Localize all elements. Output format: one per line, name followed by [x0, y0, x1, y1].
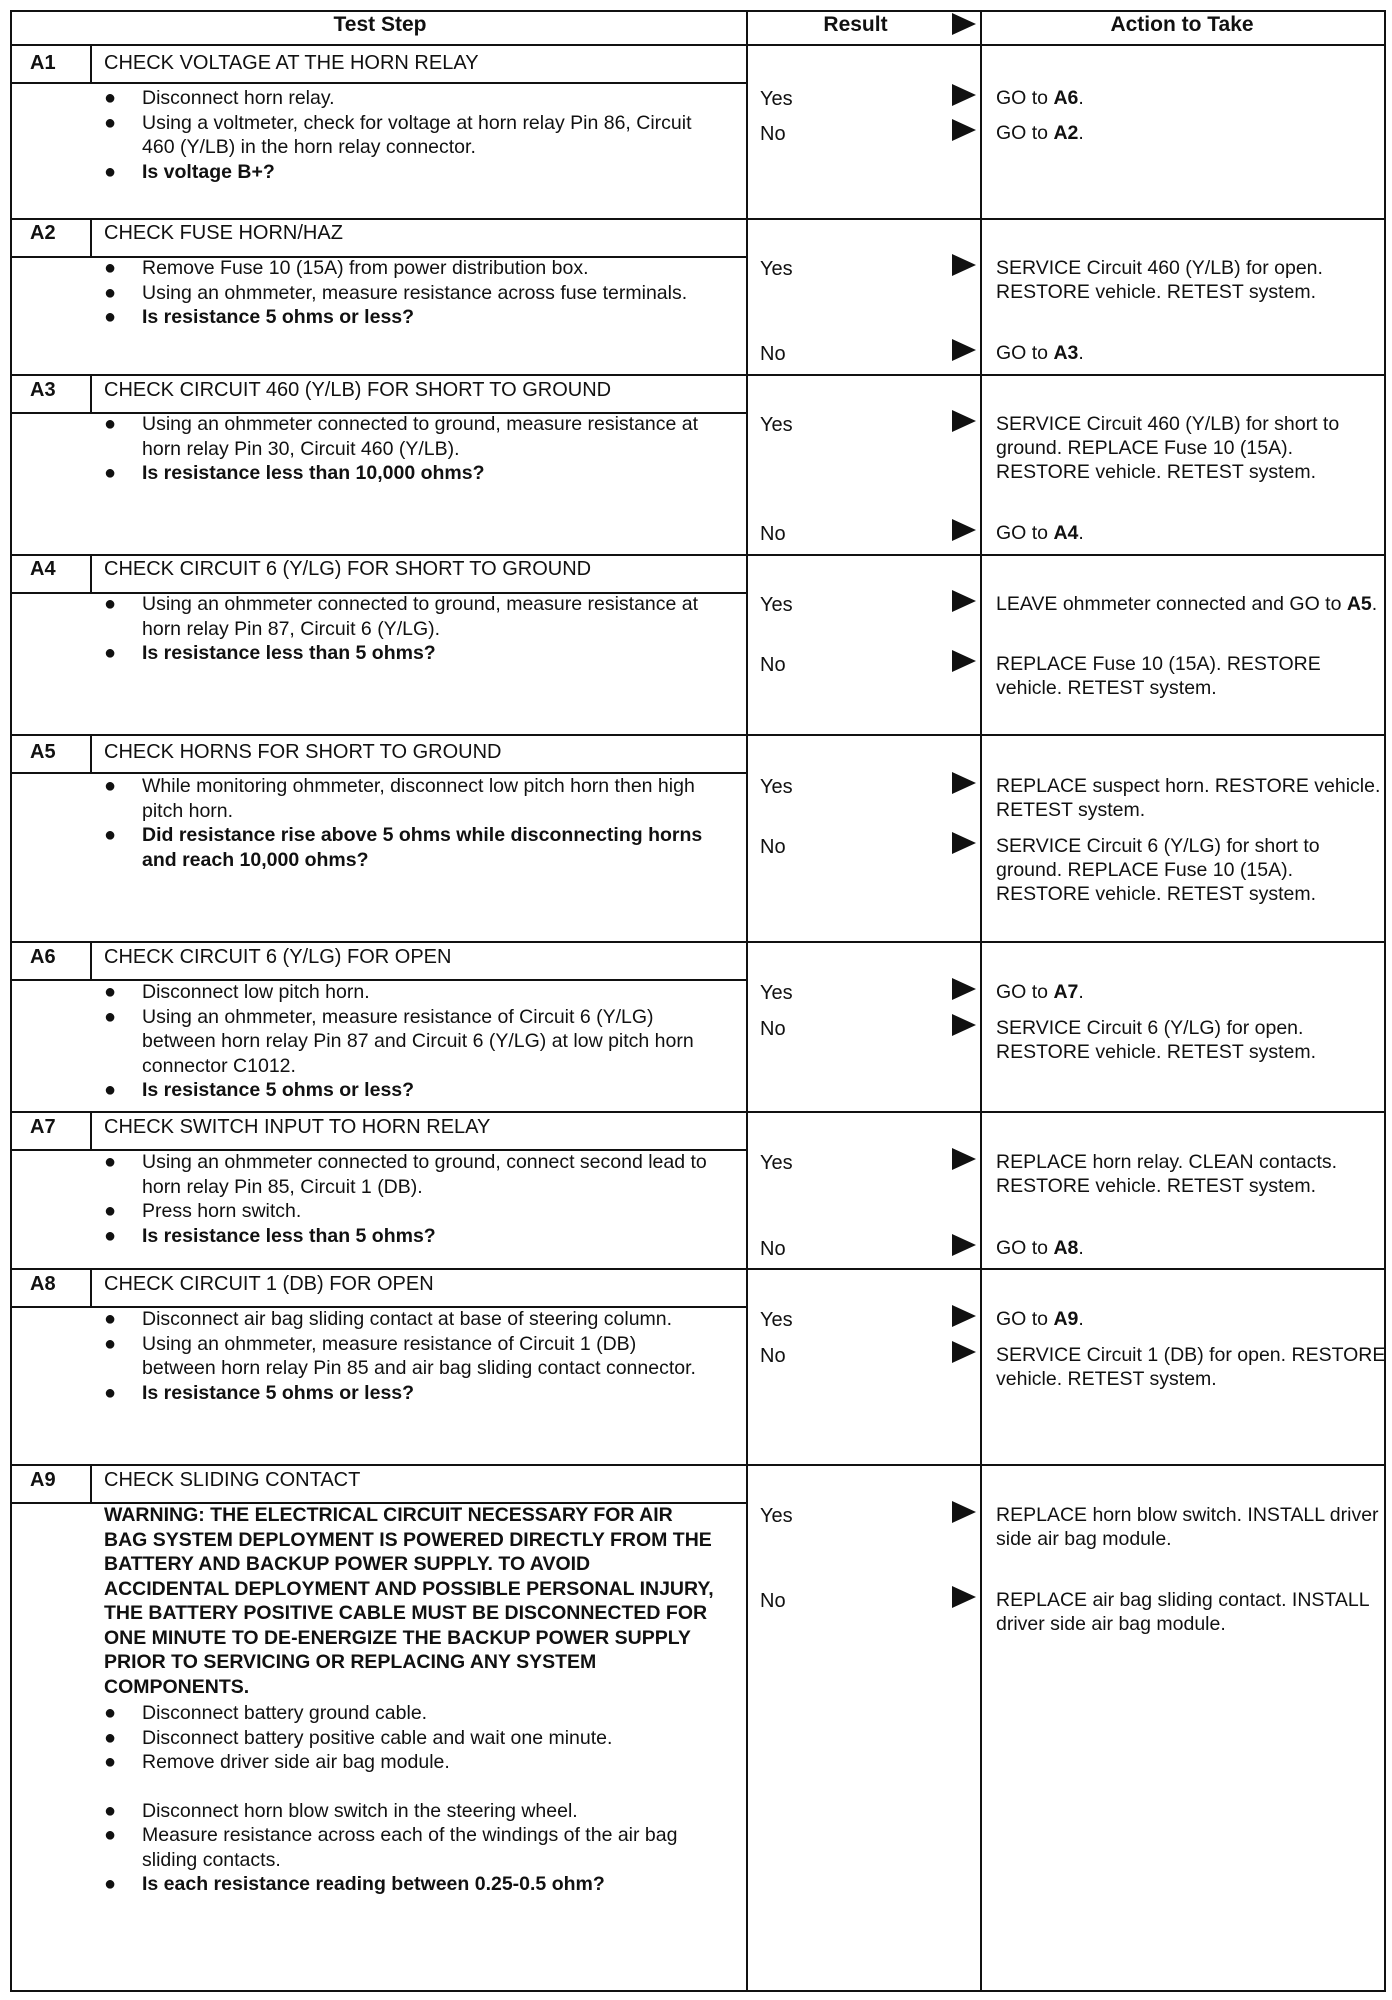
result-yes: Yes: [760, 88, 793, 110]
instruction-item: [104, 1750, 714, 1775]
bullet-icon: ●: [104, 160, 117, 183]
action-text-main: REPLACE air bag sliding contact. INSTALL driver side air bag module.: [996, 1589, 1369, 1635]
id-divider: [90, 44, 92, 82]
action-text-end: .: [1078, 522, 1084, 544]
step-title: CHECK SWITCH INPUT TO HORN RELAY: [104, 1116, 491, 1138]
step-id: A1: [30, 52, 56, 74]
step-title: CHECK CIRCUIT 460 (Y/LB) FOR SHORT TO GROUND: [104, 379, 612, 401]
bullet-icon: ●: [104, 1005, 117, 1028]
action-text: [996, 121, 1386, 145]
bullet-list: [104, 592, 714, 666]
header-arrow-icon: [952, 13, 976, 35]
bullet-text: While monitoring ohmmeter, disconnect low pitch horn then high pitch horn.: [142, 775, 695, 822]
step-id: A2: [30, 222, 56, 244]
bullet-text: Using an ohmmeter connected to ground, measure resistance at horn relay Pin 30, Circuit 460 (Y/LB).: [142, 413, 699, 460]
bullet-text: Is voltage B+?: [142, 160, 275, 183]
action-text: [996, 1343, 1386, 1391]
bullet-text: Press horn switch.: [142, 1200, 302, 1222]
result-yes: Yes: [760, 594, 793, 616]
action-text: [996, 774, 1386, 822]
header-test-step: Test Step: [333, 13, 427, 36]
bullet-text: Using an ohmmeter, measure resistance across fuse terminals.: [142, 281, 688, 304]
bullet-icon: ●: [104, 775, 117, 797]
action-text: [996, 256, 1386, 304]
bullet-icon: ●: [104, 1224, 117, 1247]
action-text-main: SERVICE Circuit 6 (Y/LG) for open. RESTORE vehicle. RETEST system.: [996, 1017, 1317, 1063]
action-text-end: .: [1078, 1308, 1084, 1330]
bullet-icon: ●: [104, 1751, 117, 1773]
bullet-text: Disconnect battery ground cable.: [142, 1702, 428, 1724]
bullet-list: [104, 412, 714, 486]
title-underline: [10, 82, 746, 84]
question-item: [104, 641, 714, 666]
result-yes: Yes: [760, 258, 793, 280]
result-arrow-icon: [952, 650, 976, 672]
action-text: [996, 652, 1386, 700]
action-text-end: .: [1078, 342, 1084, 364]
bullet-icon: ●: [104, 281, 117, 304]
action-text: [996, 521, 1386, 545]
step-body: [104, 1150, 714, 1248]
action-text: [996, 834, 1386, 906]
bullet-text: Using an ohmmeter, measure resistance of Circuit 6 (Y/LG) between horn relay Pin 87 and Circuit 6 (Y/LG) at low pitch horn connector C1012.: [142, 1005, 694, 1077]
result-no: No: [760, 523, 786, 545]
action-text-main: SERVICE Circuit 460 (Y/LB) for short to ground. REPLACE Fuse 10 (15A). RESTORE vehicle. RETEST system.: [996, 413, 1340, 483]
result-arrow-icon: [952, 1234, 976, 1256]
instruction-item: [104, 592, 714, 641]
action-text-main: REPLACE horn blow switch. INSTALL driver side air bag module.: [996, 1504, 1379, 1550]
bullet-list: [104, 1701, 714, 1897]
action-text-main: REPLACE suspect horn. RESTORE vehicle. RETEST system.: [996, 775, 1381, 821]
result-arrow-icon: [952, 978, 976, 1000]
action-text-main: GO to: [996, 342, 1054, 364]
action-text: [996, 1236, 1386, 1260]
result-arrow-icon: [952, 772, 976, 794]
bullet-text: Remove Fuse 10 (15A) from power distribution box.: [142, 257, 589, 279]
result-arrow-icon: [952, 832, 976, 854]
step-id: A9: [30, 1469, 56, 1491]
instruction-item: [104, 1332, 714, 1381]
bullet-text: Disconnect low pitch horn.: [142, 981, 370, 1003]
bullet-text: Is resistance less than 5 ohms?: [142, 1224, 436, 1247]
action-text: [996, 592, 1386, 616]
result-arrow-icon: [952, 1148, 976, 1170]
result-no: No: [760, 1345, 786, 1367]
frame-top: [10, 10, 1384, 12]
id-divider: [90, 734, 92, 772]
bullet-icon: ●: [104, 981, 117, 1003]
result-yes: Yes: [760, 982, 793, 1004]
question-item: [104, 305, 714, 330]
question-item: [104, 160, 714, 185]
bullet-icon: ●: [104, 1702, 117, 1724]
action-text: [996, 1150, 1386, 1198]
warning-text: WARNING: THE ELECTRICAL CIRCUIT NECESSARY FOR AIR BAG SYSTEM DEPLOYMENT IS POWERED DIRECTLY FROM THE BATTERY AND BACKUP POWER SUPPLY. TO AVOID ACCIDENTAL DEPLOYMENT AND POSSIBLE PERSONAL INJURY, THE BATTERY POSITIVE CABLE MUST BE DISCONNECTED FOR ONE MINUTE TO DE-ENERGIZE THE BACKUP POWER SUPPLY PRIOR TO SERVICING OR REPLACING ANY SYSTEM COMPONENTS.: [104, 1504, 714, 1698]
bullet-icon: ●: [104, 111, 117, 134]
result-arrow-icon: [952, 119, 976, 141]
instruction-item: [104, 412, 714, 461]
action-text-main: GO to: [996, 522, 1054, 544]
action-text-main: SERVICE Circuit 6 (Y/LG) for short to ground. REPLACE Fuse 10 (15A). RESTORE vehicle. RETEST system.: [996, 835, 1320, 905]
bullet-text: Is resistance 5 ohms or less?: [142, 1381, 415, 1404]
action-step-ref: A7: [1053, 981, 1079, 1003]
bullet-icon: ●: [104, 306, 117, 328]
instruction-item: [104, 111, 714, 160]
action-text-main: GO to: [996, 981, 1054, 1003]
step-body: [104, 412, 714, 486]
bullet-icon: ●: [104, 462, 117, 484]
bullet-icon: ●: [104, 824, 117, 846]
result-no: No: [760, 1018, 786, 1040]
row-divider: [10, 1464, 1384, 1466]
question-item: [104, 823, 714, 872]
bullet-icon: ●: [104, 87, 117, 109]
action-step-ref: A9: [1053, 1308, 1079, 1330]
step-id: A7: [30, 1116, 56, 1138]
row-divider: [10, 554, 1384, 556]
action-text-main: SERVICE Circuit 460 (Y/LB) for open. RESTORE vehicle. RETEST system.: [996, 257, 1323, 303]
step-id: A8: [30, 1273, 56, 1295]
bullet-list: [104, 1307, 714, 1405]
bullet-text: Disconnect horn relay.: [142, 87, 335, 109]
instruction-item: [104, 1799, 714, 1824]
row-divider: [10, 941, 1384, 943]
id-divider: [90, 218, 92, 256]
row-divider: [10, 1990, 1384, 1992]
instruction-item: [104, 774, 714, 823]
action-text-end: .: [1078, 122, 1084, 144]
step-title: CHECK FUSE HORN/HAZ: [104, 222, 343, 244]
action-text-main: REPLACE horn relay. CLEAN contacts. RESTORE vehicle. RETEST system.: [996, 1151, 1338, 1197]
result-yes: Yes: [760, 1309, 793, 1331]
instruction-item: [104, 1005, 714, 1079]
bullet-text: Using a voltmeter, check for voltage at horn relay Pin 86, Circuit 460 (Y/LB) in the horn relay connector.: [142, 111, 692, 158]
step-result-divider: [746, 10, 748, 1990]
bullet-list: [104, 256, 714, 330]
instruction-item: [104, 281, 714, 306]
step-title: CHECK SLIDING CONTACT: [104, 1469, 361, 1491]
bullet-icon: ●: [104, 1079, 117, 1101]
step-body: [104, 592, 714, 666]
result-arrow-icon: [952, 1501, 976, 1523]
bullet-list: [104, 980, 714, 1103]
bullet-text: Is resistance 5 ohms or less?: [142, 306, 415, 328]
instruction-item: [104, 1199, 714, 1224]
bullet-icon: ●: [104, 1308, 117, 1330]
row-divider: [10, 1111, 1384, 1113]
id-divider: [90, 374, 92, 412]
step-body: [104, 256, 714, 330]
result-yes: Yes: [760, 1152, 793, 1174]
action-text: [996, 980, 1386, 1004]
header-bottom-line: [10, 44, 1384, 46]
action-text-main: LEAVE ohmmeter connected and GO to: [996, 593, 1347, 615]
step-body: [104, 980, 714, 1103]
step-id: A5: [30, 741, 56, 763]
bullet-icon: ●: [104, 1151, 117, 1173]
result-arrow-icon: [952, 1586, 976, 1608]
action-text: [996, 86, 1386, 110]
step-id: A6: [30, 946, 56, 968]
result-action-divider: [980, 10, 982, 1990]
step-id: A4: [30, 558, 56, 580]
id-divider: [90, 1111, 92, 1149]
action-step-ref: A3: [1053, 342, 1079, 364]
bullet-text: Disconnect horn blow switch in the steering wheel.: [142, 1799, 578, 1822]
bullet-icon: ●: [104, 257, 117, 279]
step-body: [104, 1307, 714, 1405]
action-text-main: GO to: [996, 1237, 1054, 1259]
bullet-icon: ●: [104, 1332, 117, 1355]
bullet-text: Remove driver side air bag module.: [142, 1751, 450, 1773]
instruction-item: [104, 1307, 714, 1332]
instruction-item: [104, 1150, 714, 1199]
bullet-text: Is resistance less than 10,000 ohms?: [142, 462, 485, 484]
bullet-icon: ●: [104, 1726, 117, 1749]
step-title: CHECK CIRCUIT 6 (Y/LG) FOR OPEN: [104, 946, 452, 968]
row-divider: [10, 1268, 1384, 1270]
action-step-ref: A5: [1346, 593, 1372, 615]
bullet-icon: ●: [104, 593, 117, 615]
step-body: [104, 1503, 714, 1897]
step-title: CHECK VOLTAGE AT THE HORN RELAY: [104, 52, 479, 74]
question-item: [104, 1381, 714, 1406]
action-step-ref: A4: [1053, 522, 1079, 544]
question-item: [104, 1872, 714, 1897]
action-text: [996, 1307, 1386, 1331]
result-no: No: [760, 343, 786, 365]
instruction-item: [104, 1726, 714, 1751]
action-text: [996, 1016, 1386, 1064]
bullet-icon: ●: [104, 1873, 117, 1895]
result-arrow-icon: [952, 590, 976, 612]
question-item: [104, 1224, 714, 1249]
result-arrow-icon: [952, 410, 976, 432]
bullet-text: Disconnect battery positive cable and wait one minute.: [142, 1726, 613, 1749]
step-title: CHECK CIRCUIT 6 (Y/LG) FOR SHORT TO GROUND: [104, 558, 592, 580]
result-arrow-icon: [952, 1014, 976, 1036]
bullet-text: Is each resistance reading between 0.25-0.5 ohm?: [142, 1873, 605, 1895]
action-text-end: .: [1371, 593, 1378, 615]
step-body: [104, 86, 714, 184]
action-text: [996, 1503, 1386, 1551]
step-id: A3: [30, 379, 56, 401]
bullet-list: [104, 774, 714, 872]
result-yes: Yes: [760, 414, 793, 436]
bullet-text: Is resistance less than 5 ohms?: [142, 642, 436, 664]
result-arrow-icon: [952, 1305, 976, 1327]
bullet-text: Using an ohmmeter, measure resistance of Circuit 1 (DB) between horn relay Pin 85 and air bag sliding contact connector.: [142, 1332, 696, 1379]
row-divider: [10, 218, 1384, 220]
bullet-text: Did resistance rise above 5 ohms while disconnecting horns and reach 10,000 ohms?: [142, 824, 703, 871]
step-body: [104, 774, 714, 872]
bullet-icon: ●: [104, 1381, 117, 1404]
result-arrow-icon: [952, 84, 976, 106]
bullet-icon: ●: [104, 413, 117, 435]
result-yes: Yes: [760, 1505, 793, 1527]
question-item: [104, 461, 714, 486]
bullet-icon: ●: [104, 1200, 117, 1222]
action-step-ref: A2: [1053, 122, 1079, 144]
result-arrow-icon: [952, 254, 976, 276]
action-step-ref: A8: [1053, 1237, 1079, 1259]
id-divider: [90, 941, 92, 979]
action-text-main: GO to: [996, 1308, 1054, 1330]
result-arrow-icon: [952, 1341, 976, 1363]
instruction-item: [104, 980, 714, 1005]
instruction-item: [104, 1701, 714, 1726]
action-text: [996, 412, 1386, 484]
header-action: Action to Take: [1110, 13, 1254, 36]
bullet-text: Using an ohmmeter connected to ground, connect second lead to horn relay Pin 85, Circuit 1 (DB).: [142, 1151, 707, 1198]
bullet-icon: ●: [104, 642, 117, 664]
id-divider: [90, 1268, 92, 1306]
result-no: No: [760, 654, 786, 676]
id-divider: [90, 554, 92, 592]
bullet-text: Measure resistance across each of the windings of the air bag sliding contacts.: [142, 1824, 678, 1871]
bullet-list: [104, 1150, 714, 1248]
result-arrow-icon: [952, 339, 976, 361]
action-text: [996, 1588, 1386, 1636]
instruction-item: [104, 1823, 714, 1872]
bullet-icon: ●: [104, 1824, 117, 1846]
header-result: Result: [823, 13, 888, 36]
bullet-text: Disconnect air bag sliding contact at base of steering column.: [142, 1308, 673, 1330]
id-divider: [90, 1464, 92, 1502]
result-no: No: [760, 123, 786, 145]
result-yes: Yes: [760, 776, 793, 798]
action-text-end: .: [1078, 87, 1084, 109]
action-text: [996, 341, 1386, 365]
action-text-end: .: [1078, 1237, 1084, 1259]
row-divider: [10, 734, 1384, 736]
instruction-item: [104, 86, 714, 111]
question-item: [104, 1078, 714, 1103]
step-title: CHECK CIRCUIT 1 (DB) FOR OPEN: [104, 1273, 434, 1295]
bullet-list: [104, 86, 714, 184]
action-step-ref: A6: [1053, 87, 1079, 109]
step-title: CHECK HORNS FOR SHORT TO GROUND: [104, 741, 502, 763]
action-text-main: GO to: [996, 87, 1054, 109]
instruction-item: [104, 256, 714, 281]
action-text-main: SERVICE Circuit 1 (DB) for open. RESTORE vehicle. RETEST system.: [996, 1344, 1386, 1390]
result-arrow-icon: [952, 519, 976, 541]
frame-left: [10, 10, 12, 1990]
bullet-text: Using an ohmmeter connected to ground, measure resistance at horn relay Pin 87, Circuit 6 (Y/LG).: [142, 593, 699, 640]
action-text-main: REPLACE Fuse 10 (15A). RESTORE vehicle. RETEST system.: [996, 653, 1321, 699]
action-text-end: .: [1078, 981, 1084, 1003]
bullet-text: Is resistance 5 ohms or less?: [142, 1079, 415, 1101]
action-text-main: GO to: [996, 122, 1054, 144]
result-no: No: [760, 1238, 786, 1260]
bullet-icon: ●: [104, 1799, 117, 1822]
result-no: No: [760, 1590, 786, 1612]
result-no: No: [760, 836, 786, 858]
row-divider: [10, 374, 1384, 376]
